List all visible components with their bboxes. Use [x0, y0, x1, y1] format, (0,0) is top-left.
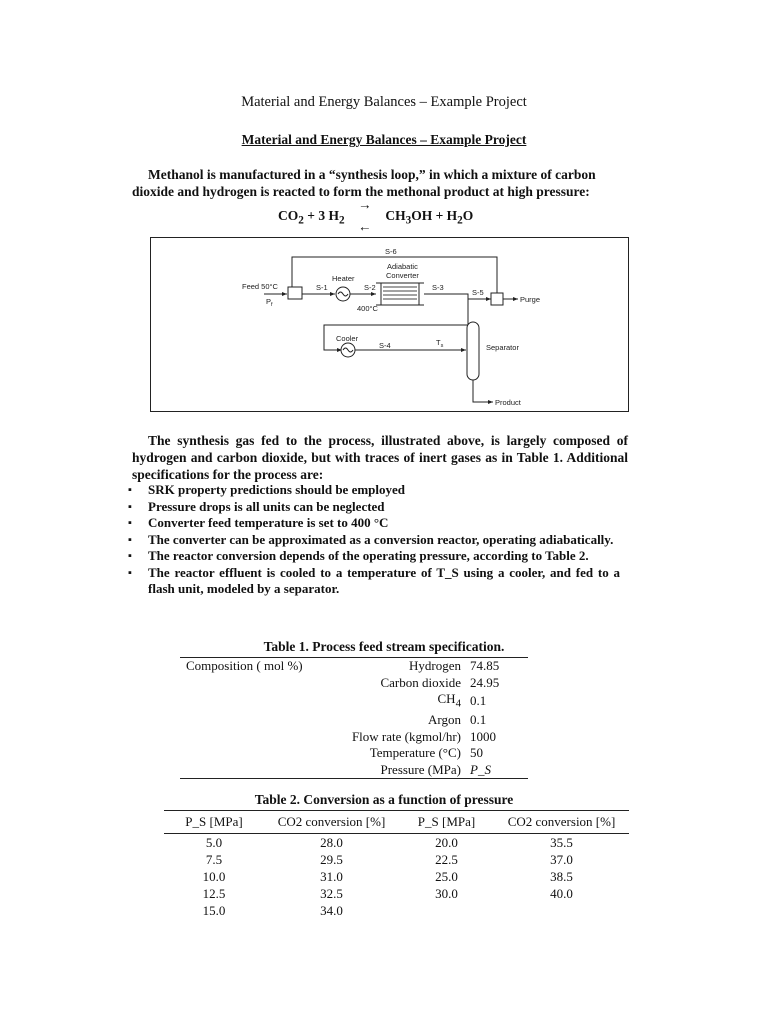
arrow-head-icon [282, 292, 287, 296]
table-cell: P_S [470, 762, 528, 779]
table-cell: 50 [470, 745, 483, 761]
list-item: ▪ The reactor conversion depends of the operating pressure, according to Table 2. [128, 548, 620, 565]
eq-sub: 2 [457, 214, 463, 227]
mixer-box [288, 287, 302, 299]
label-400c: 400°C [357, 304, 378, 313]
table-cell: Composition ( mol %) [180, 658, 336, 675]
label-separator: Separator [486, 343, 519, 352]
table-cell: 32.5 [320, 885, 343, 901]
label-product: Product [495, 398, 521, 407]
table-row [180, 729, 528, 746]
table-cell [399, 902, 494, 919]
eq-plus-h2: + 3 H [303, 208, 339, 223]
table-cell: Temperature (°C) [369, 745, 461, 761]
s3-line [424, 294, 468, 325]
table-cell: 34.0 [320, 902, 343, 918]
separator-vessel [467, 322, 479, 380]
label-s3: S-3 [432, 283, 444, 292]
table-row [180, 658, 528, 675]
para2-text: The synthesis gas fed to the process, illustrated above, is largely composed of hydrogen and carbon dioxide, but with traces of inert gases as in Table 1. Additional specifications for the process are: [132, 433, 628, 482]
table-cell: 15.0 [202, 902, 226, 918]
table-row [164, 885, 629, 902]
eq-ch3: CH [385, 208, 406, 223]
eq-sub: 2 [298, 214, 304, 227]
label-s5: S-5 [472, 288, 484, 297]
arrow-forward-icon: → [357, 196, 372, 212]
label-s6: S-6 [385, 247, 397, 256]
column-header: P_S [MPa] [164, 811, 264, 834]
eq-o: O [462, 208, 474, 223]
list-item: ▪ SRK property predictions should be employed [128, 482, 620, 499]
table-cell: 74.85 [470, 658, 528, 675]
reactor-box [381, 283, 419, 305]
label-s4: S-4 [379, 341, 391, 350]
table-row [164, 902, 629, 919]
intro-paragraph [132, 166, 628, 200]
table-row [180, 762, 528, 779]
label-converter: Converter [386, 271, 419, 280]
label-s1: S-1 [316, 283, 328, 292]
table-cell: 37.0 [550, 851, 573, 867]
label-purge: Purge [520, 295, 541, 304]
eq-co2: CO [278, 208, 299, 223]
table-cell: 24.95 [470, 674, 500, 690]
table-header-row [164, 811, 629, 834]
label-heater: Heater [332, 274, 355, 283]
table-row [180, 745, 528, 762]
splitter-box [491, 293, 503, 305]
list-item: ▪ Converter feed temperature is set to 400 °C [128, 515, 620, 532]
specification-list [128, 482, 620, 598]
eq-sub: 3 [405, 214, 412, 227]
table-cell: 0.1 [470, 712, 487, 728]
table-cell: 10.0 [202, 868, 226, 884]
table-cell: 31.0 [320, 868, 343, 884]
table2-conversion [164, 810, 629, 919]
table-cell: 22.5 [435, 851, 458, 867]
list-item: ▪ Pressure drops is all units can be neglected [128, 499, 620, 516]
reaction-equation [278, 196, 474, 234]
table-row [180, 691, 528, 712]
table-cell [494, 902, 629, 919]
arrow-back-icon: ← [357, 218, 372, 234]
table-row [180, 712, 528, 729]
arrow-head-icon [513, 297, 518, 301]
table2-caption: Table 2. Conversion as a function of pressure [254, 792, 514, 807]
table-cell: 29.5 [320, 851, 343, 867]
arrow-head-icon [461, 348, 466, 352]
table-cell: 0.1 [470, 693, 487, 709]
label-pf: $P_f$ [266, 297, 273, 308]
table-cell: 5.0 [205, 834, 223, 850]
table-cell: 12.5 [202, 885, 226, 901]
table-cell: 38.5 [550, 868, 573, 884]
table-cell: Pressure (MPa) [336, 762, 470, 779]
table-row [164, 868, 629, 885]
label-s2: S-2 [364, 283, 376, 292]
specification-paragraph [132, 432, 628, 483]
table-cell: Argon [428, 712, 461, 728]
document-title: Material and Energy Balances – Example Project [241, 132, 527, 147]
table-cell: 30.0 [435, 885, 458, 901]
list-item: ▪ The reactor effluent is cooled to a temperature of T_S using a cooler, and fed to a flash unit, modeled by a separator. [128, 565, 620, 598]
table-cell: 7.5 [205, 851, 223, 867]
eq-sub: 2 [338, 214, 345, 227]
table-cell: 40.0 [550, 885, 573, 901]
table-cell: 35.5 [550, 834, 573, 850]
table-cell: $CH_4$ [437, 691, 461, 710]
intro-line-2: dioxide and hydrogen is reacted to form the methonal product at high pressure: [132, 184, 590, 199]
column-header: CO2 conversion [%] [494, 811, 629, 834]
table-cell: Flow rate (kgmol/hr) [351, 728, 461, 744]
table-cell: Hydrogen [336, 658, 470, 675]
label-feed: Feed 50°C [242, 282, 278, 291]
table-cell: 20.0 [435, 834, 458, 850]
table-cell: Carbon dioxide [380, 674, 461, 690]
label-cooler: Cooler [336, 334, 359, 343]
arrow-head-icon [486, 297, 491, 301]
column-header: CO2 conversion [%] [264, 811, 399, 834]
product-line [473, 380, 493, 402]
list-item: ▪ The converter can be approximated as a conversion reactor, operating adiabatically. [128, 532, 620, 549]
table1-caption: Table 1. Process feed stream specification. [263, 639, 505, 654]
table1-feed-spec [180, 657, 528, 779]
table-cell: 28.0 [320, 834, 343, 850]
label-adiabatic: Adiabatic [387, 262, 418, 271]
eq-oh-h2: OH + H [411, 208, 458, 223]
table-row [164, 851, 629, 868]
table-cell: 1000 [470, 728, 496, 744]
column-header: P_S [MPa] [399, 811, 494, 834]
intro-line-1: Methanol is manufactured in a “synthesis loop,” in which a mixture of carbon [148, 167, 596, 182]
arrow-head-icon [371, 292, 376, 296]
table-cell: 25.0 [435, 868, 458, 884]
arrow-head-icon [488, 400, 493, 404]
process-flow-diagram [150, 237, 629, 412]
page-header: Material and Energy Balances – Example Project [241, 94, 527, 110]
table-row [164, 834, 629, 852]
table-row [180, 675, 528, 692]
label-ts: $T_s$ [436, 338, 444, 349]
arrow-head-icon [330, 292, 335, 296]
